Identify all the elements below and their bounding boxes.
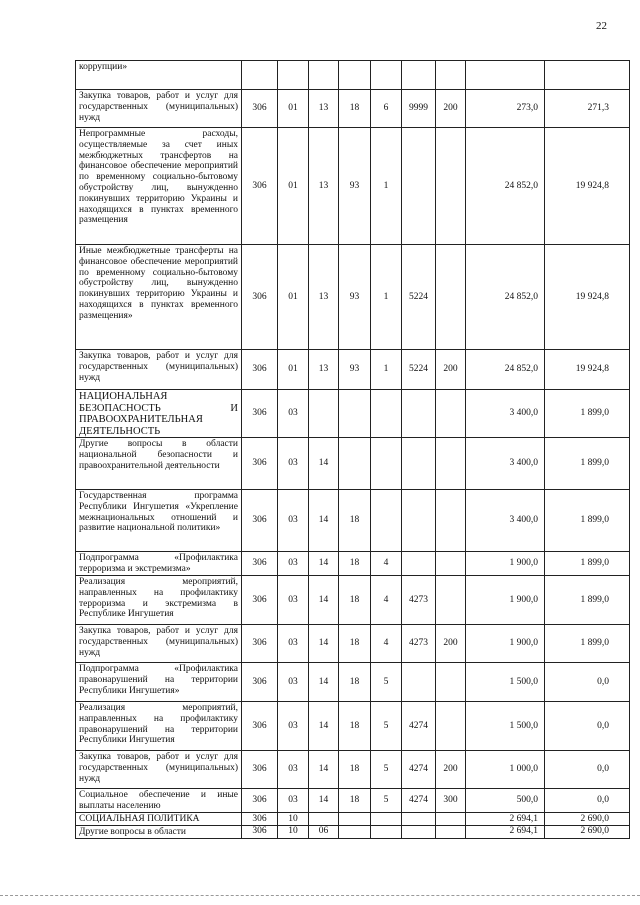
row-name: НАЦИОНАЛЬНАЯ БЕЗОПАСНОСТЬ И ПРАВООХРАНИТЕЛЬНАЯ ДЕЯТЕЛЬНОСТЬ <box>76 390 242 438</box>
row-subsection: 14 <box>309 702 339 751</box>
table-row <box>76 61 630 90</box>
row-subprogram <box>371 490 402 552</box>
row-expense-type <box>436 552 466 576</box>
row-sum-fact: 1 899,0 <box>545 438 630 490</box>
row-section: 03 <box>278 490 309 552</box>
row-subsection: 14 <box>309 789 339 813</box>
row-admin-code: 306 <box>242 245 278 350</box>
row-program: 18 <box>339 702 371 751</box>
row-subprogram: 6 <box>371 90 402 128</box>
row-item-code: 4273 <box>402 625 436 663</box>
row-sum-fact: 1 899,0 <box>545 390 630 438</box>
row-expense-type: 200 <box>436 90 466 128</box>
row-item-code: 9999 <box>402 90 436 128</box>
row-sum-plan: 2 694,1 <box>466 813 545 826</box>
row-name: Иные межбюджетные трансферты на финансовое обеспечение мероприятий по временному социально-бытовому обустройству лиц, вынужденно покинувших территорию Украины и находящихся в пунктах временного размещения» <box>76 245 242 350</box>
row-name: Подпрограмма «Профилактика терроризма и экстремизма» <box>76 552 242 576</box>
row-sum-fact: 1 899,0 <box>545 625 630 663</box>
row-admin-code: 306 <box>242 90 278 128</box>
row-subsection: 14 <box>309 438 339 490</box>
row-item-code: 4274 <box>402 789 436 813</box>
row-name: Закупка товаров, работ и услуг для государственных (муниципальных) нужд <box>76 350 242 390</box>
row-program: 18 <box>339 90 371 128</box>
table-row <box>76 825 630 838</box>
row-name: коррупции» <box>76 61 242 90</box>
row-section: 01 <box>278 90 309 128</box>
row-expense-type <box>436 702 466 751</box>
row-sum-fact: 0,0 <box>545 702 630 751</box>
page-bottom-divider <box>0 895 640 896</box>
row-name: Реализация мероприятий, направленных на профилактику правонарушений на территории Республики Ингушетия <box>76 702 242 751</box>
row-name: Закупка товаров, работ и услуг для государственных (муниципальных) нужд <box>76 625 242 663</box>
row-subprogram <box>371 61 402 90</box>
row-program: 18 <box>339 663 371 702</box>
row-expense-type <box>436 490 466 552</box>
row-section: 01 <box>278 350 309 390</box>
row-expense-type <box>436 245 466 350</box>
row-item-code <box>402 663 436 702</box>
row-subsection <box>309 390 339 438</box>
row-sum-plan <box>466 61 545 90</box>
row-expense-type: 200 <box>436 751 466 789</box>
row-item-code: 5224 <box>402 245 436 350</box>
row-subsection: 14 <box>309 751 339 789</box>
row-item-code <box>402 825 436 838</box>
row-subprogram: 4 <box>371 552 402 576</box>
row-sum-fact: 19 924,8 <box>545 350 630 390</box>
row-name: Другие вопросы в области национальной безопасности и правоохранительной деятельности <box>76 438 242 490</box>
row-item-code: 4273 <box>402 576 436 625</box>
row-admin-code: 306 <box>242 702 278 751</box>
row-sum-plan: 3 400,0 <box>466 438 545 490</box>
row-admin-code: 306 <box>242 490 278 552</box>
row-sum-fact: 19 924,8 <box>545 128 630 245</box>
row-name: Подпрограмма «Профилактика правонарушений на территории Республики Ингушетия» <box>76 663 242 702</box>
row-admin-code: 306 <box>242 625 278 663</box>
row-name: Закупка товаров, работ и услуг для государственных (муниципальных) нужд <box>76 90 242 128</box>
row-sum-plan: 1 900,0 <box>466 625 545 663</box>
row-program <box>339 61 371 90</box>
row-subsection: 14 <box>309 663 339 702</box>
table-row <box>76 438 630 490</box>
row-sum-plan: 1 500,0 <box>466 663 545 702</box>
row-admin-code <box>242 61 278 90</box>
row-subsection: 14 <box>309 576 339 625</box>
row-sum-plan: 1 900,0 <box>466 552 545 576</box>
row-sum-fact: 0,0 <box>545 663 630 702</box>
row-subsection: 14 <box>309 490 339 552</box>
row-program: 18 <box>339 490 371 552</box>
row-item-code: 4274 <box>402 751 436 789</box>
row-section: 03 <box>278 663 309 702</box>
row-sum-plan: 3 400,0 <box>466 390 545 438</box>
row-program: 18 <box>339 751 371 789</box>
row-subsection: 13 <box>309 350 339 390</box>
row-sum-fact: 271,3 <box>545 90 630 128</box>
row-sum-plan: 500,0 <box>466 789 545 813</box>
row-sum-fact: 0,0 <box>545 789 630 813</box>
row-subsection: 14 <box>309 552 339 576</box>
row-name: Непрограммные расходы, осуществляемые за счет иных межбюджетных трансфертов на финансовое обеспечение мероприятий по временному социально-бытовому обустройству лиц, вынужденно покинувших территорию Украины и находящихся в пунктах временного размещения <box>76 128 242 245</box>
row-admin-code: 306 <box>242 813 278 826</box>
row-expense-type: 200 <box>436 625 466 663</box>
page-number: 22 <box>596 20 607 32</box>
row-sum-plan: 24 852,0 <box>466 245 545 350</box>
row-subprogram <box>371 438 402 490</box>
budget-table-body <box>76 61 630 839</box>
row-section: 03 <box>278 751 309 789</box>
row-name: Закупка товаров, работ и услуг для государственных (муниципальных) нужд <box>76 751 242 789</box>
row-admin-code: 306 <box>242 390 278 438</box>
row-section: 01 <box>278 245 309 350</box>
row-item-code: 4274 <box>402 702 436 751</box>
row-admin-code: 306 <box>242 438 278 490</box>
row-name: Реализация мероприятий, направленных на профилактику терроризма и экстремизма в Республике Ингушетия <box>76 576 242 625</box>
row-subsection: 14 <box>309 625 339 663</box>
row-sum-fact <box>545 61 630 90</box>
row-sum-fact: 2 690,0 <box>545 825 630 838</box>
row-subsection <box>309 61 339 90</box>
row-expense-type <box>436 813 466 826</box>
row-program: 93 <box>339 128 371 245</box>
row-section: 03 <box>278 438 309 490</box>
row-sum-plan: 24 852,0 <box>466 350 545 390</box>
row-section: 10 <box>278 825 309 838</box>
row-section: 10 <box>278 813 309 826</box>
row-subprogram: 5 <box>371 751 402 789</box>
row-item-code <box>402 438 436 490</box>
row-sum-fact: 1 899,0 <box>545 552 630 576</box>
row-admin-code: 306 <box>242 350 278 390</box>
row-expense-type: 200 <box>436 350 466 390</box>
row-expense-type: 300 <box>436 789 466 813</box>
table-row <box>76 552 630 576</box>
row-subsection: 13 <box>309 245 339 350</box>
row-expense-type <box>436 825 466 838</box>
row-section: 03 <box>278 576 309 625</box>
row-subprogram: 1 <box>371 350 402 390</box>
row-subprogram: 4 <box>371 625 402 663</box>
row-program <box>339 438 371 490</box>
row-sum-fact: 2 690,0 <box>545 813 630 826</box>
row-admin-code: 306 <box>242 751 278 789</box>
row-program: 18 <box>339 552 371 576</box>
table-row <box>76 390 630 438</box>
row-section: 03 <box>278 702 309 751</box>
row-expense-type <box>436 438 466 490</box>
row-expense-type <box>436 61 466 90</box>
row-section: 03 <box>278 552 309 576</box>
row-admin-code: 306 <box>242 825 278 838</box>
table-row <box>76 128 630 245</box>
row-sum-fact: 19 924,8 <box>545 245 630 350</box>
row-program <box>339 390 371 438</box>
row-program <box>339 825 371 838</box>
row-sum-plan: 1 000,0 <box>466 751 545 789</box>
row-expense-type <box>436 663 466 702</box>
table-row <box>76 576 630 625</box>
row-admin-code: 306 <box>242 789 278 813</box>
row-subprogram <box>371 390 402 438</box>
table-row <box>76 789 630 813</box>
row-name: СОЦИАЛЬНАЯ ПОЛИТИКА <box>76 813 242 826</box>
row-expense-type <box>436 128 466 245</box>
row-subprogram: 5 <box>371 789 402 813</box>
row-subprogram: 5 <box>371 663 402 702</box>
row-program: 18 <box>339 625 371 663</box>
row-expense-type <box>436 390 466 438</box>
table-row <box>76 90 630 128</box>
row-sum-fact: 1 899,0 <box>545 576 630 625</box>
table-row <box>76 245 630 350</box>
row-sum-plan: 1 500,0 <box>466 702 545 751</box>
row-program: 93 <box>339 350 371 390</box>
row-program: 18 <box>339 789 371 813</box>
row-sum-plan: 2 694,1 <box>466 825 545 838</box>
row-item-code <box>402 552 436 576</box>
row-admin-code: 306 <box>242 663 278 702</box>
table-row <box>76 625 630 663</box>
row-item-code <box>402 128 436 245</box>
row-sum-fact: 0,0 <box>545 751 630 789</box>
row-subprogram <box>371 825 402 838</box>
row-section: 03 <box>278 390 309 438</box>
budget-table <box>75 60 630 839</box>
row-subsection: 06 <box>309 825 339 838</box>
row-subsection: 13 <box>309 128 339 245</box>
row-item-code <box>402 813 436 826</box>
table-row <box>76 490 630 552</box>
row-name: Другие вопросы в области <box>76 825 242 838</box>
table-row <box>76 702 630 751</box>
table-row <box>76 813 630 826</box>
row-sum-plan: 1 900,0 <box>466 576 545 625</box>
row-admin-code: 306 <box>242 576 278 625</box>
row-expense-type <box>436 576 466 625</box>
row-subprogram <box>371 813 402 826</box>
table-row <box>76 663 630 702</box>
table-row <box>76 751 630 789</box>
row-subprogram: 4 <box>371 576 402 625</box>
row-item-code <box>402 490 436 552</box>
row-section: 03 <box>278 789 309 813</box>
row-admin-code: 306 <box>242 552 278 576</box>
row-sum-plan: 24 852,0 <box>466 128 545 245</box>
row-subprogram: 5 <box>371 702 402 751</box>
row-section: 01 <box>278 128 309 245</box>
row-program: 18 <box>339 576 371 625</box>
row-admin-code: 306 <box>242 128 278 245</box>
row-subprogram: 1 <box>371 245 402 350</box>
row-subprogram: 1 <box>371 128 402 245</box>
row-subsection <box>309 813 339 826</box>
row-name: Государственная программа Республики Ингушетия «Укрепление межнациональных отношений и развитие национальной политики» <box>76 490 242 552</box>
row-section <box>278 61 309 90</box>
row-program: 93 <box>339 245 371 350</box>
row-item-code: 5224 <box>402 350 436 390</box>
row-section: 03 <box>278 625 309 663</box>
row-item-code <box>402 61 436 90</box>
row-program <box>339 813 371 826</box>
row-item-code <box>402 390 436 438</box>
row-subsection: 13 <box>309 90 339 128</box>
row-sum-fact: 1 899,0 <box>545 490 630 552</box>
row-sum-plan: 273,0 <box>466 90 545 128</box>
row-sum-plan: 3 400,0 <box>466 490 545 552</box>
table-row <box>76 350 630 390</box>
row-name: Социальное обеспечение и иные выплаты населению <box>76 789 242 813</box>
